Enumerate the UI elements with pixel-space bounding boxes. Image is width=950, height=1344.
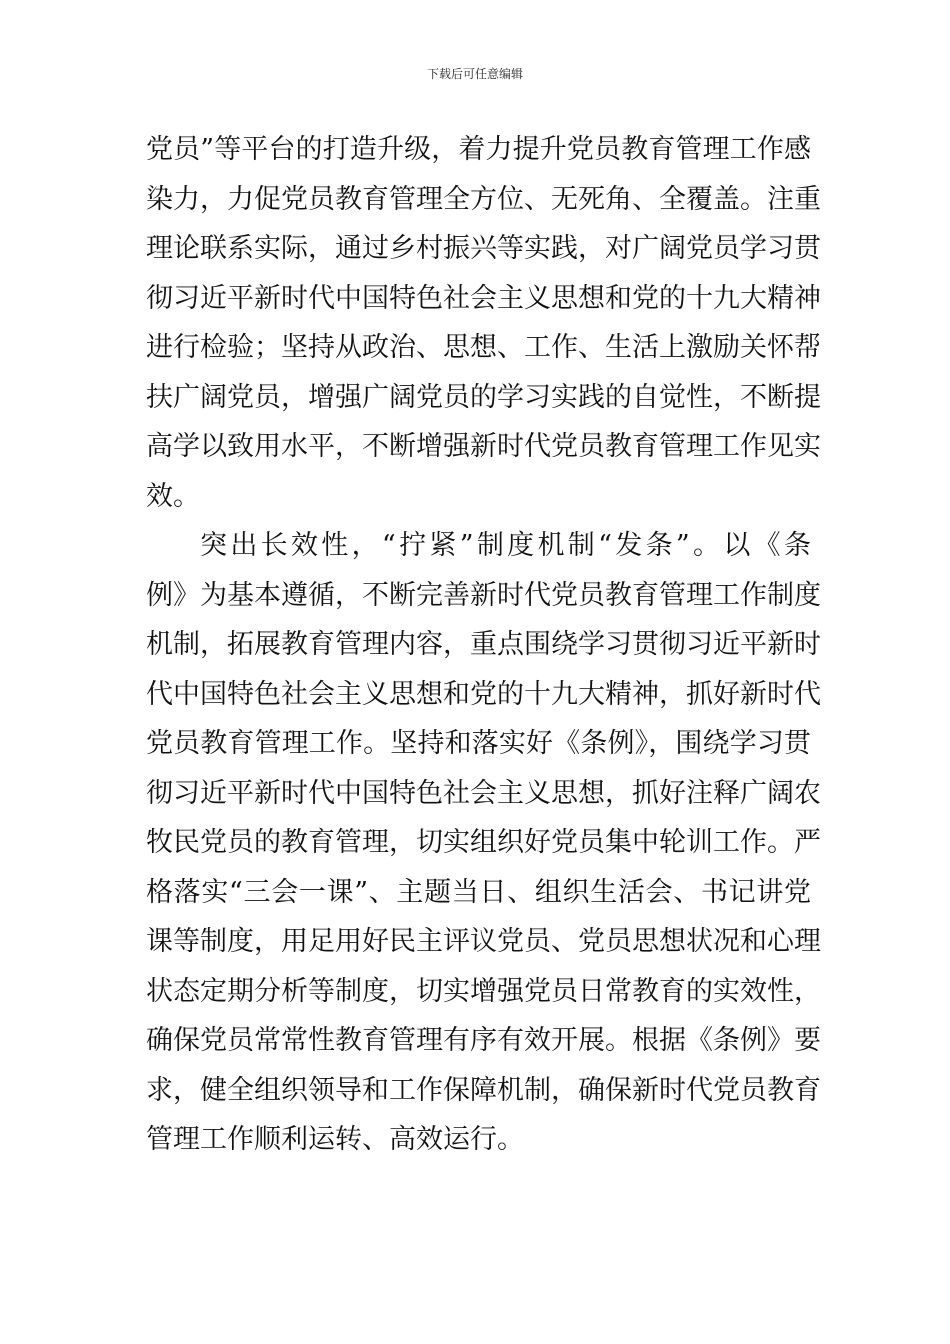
text-line: 课等制度，用足用好民主评议党员、党员思想状况和心理 bbox=[146, 926, 821, 957]
document-body bbox=[146, 125, 821, 1165]
text-line: 彻习近平新时代中国特色社会主义思想，抓好注释广阔农 bbox=[146, 777, 821, 809]
text-line: 状态定期分析等制度，切实增强党员日常教育的实效性， bbox=[146, 975, 821, 1007]
text-line: 党员教育管理工作。坚持和落实好《条例》，围绕学习贯 bbox=[146, 728, 811, 759]
text-line: 牧民党员的教育管理，切实组织好党员集中轮训工作。严 bbox=[146, 827, 821, 858]
text-line: 理论联系实际，通过乡村振兴等实践，对广阔党员学习贯 bbox=[146, 233, 821, 264]
text-line: 扶广阔党员，增强广阔党员的学习实践的自觉性，不断提 bbox=[146, 381, 821, 413]
text-line: 高学以致用水平，不断增强新时代党员教育管理工作见实 bbox=[146, 431, 821, 462]
text-line: 突出长效性，“拧紧”制度机制“发条”。以《条 bbox=[200, 530, 811, 561]
text-line: 机制，拓展教育管理内容，重点围绕学习贯彻习近平新时 bbox=[146, 629, 821, 660]
text-line: 进行检验；坚持从政治、思想、工作、生活上激励关怀帮 bbox=[146, 332, 821, 363]
text-line: 格落实“三会一课”、主题当日、组织生活会、书记讲党 bbox=[146, 876, 811, 908]
text-line: 效。 bbox=[146, 480, 200, 512]
text-line: 彻习近平新时代中国特色社会主义思想和党的十九大精神 bbox=[146, 282, 821, 314]
text-line: 染力，力促党员教育管理全方位、无死角、全覆盖。注重 bbox=[146, 183, 821, 215]
text-line: 求，健全组织领导和工作保障机制，确保新时代党员教育 bbox=[146, 1074, 821, 1106]
text-line: 例》为基本遵循，不断完善新时代党员教育管理工作制度 bbox=[146, 579, 821, 611]
text-line: 确保党员常常性教育管理有序有效开展。根据《条例》要 bbox=[146, 1025, 821, 1056]
text-line: 管理工作顺利运转、高效运行。 bbox=[146, 1124, 524, 1155]
text-line: 党员”等平台的打造升级，着力提升党员教育管理工作感 bbox=[146, 134, 811, 165]
text-line: 代中国特色社会主义思想和党的十九大精神，抓好新时代 bbox=[146, 678, 821, 710]
page-header: 下载后可任意编辑 bbox=[426, 67, 523, 81]
